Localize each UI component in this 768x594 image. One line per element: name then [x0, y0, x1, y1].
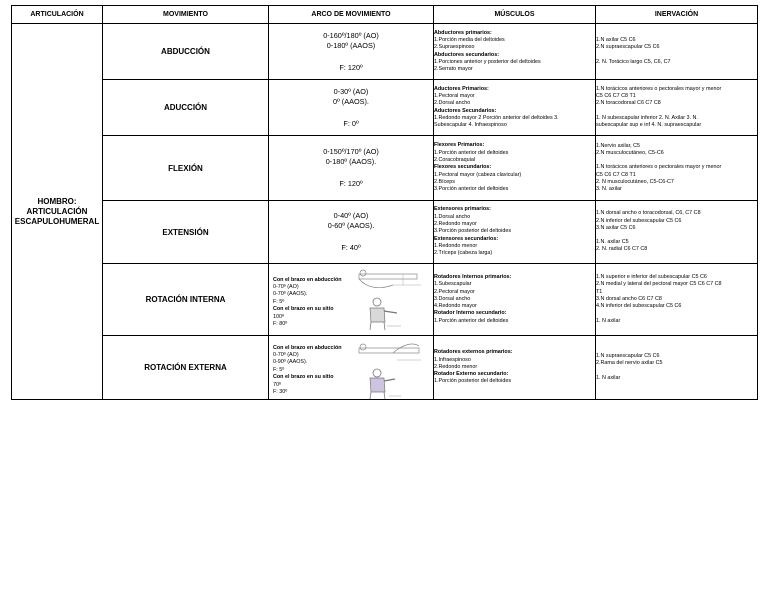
list-item: 70º [273, 381, 281, 388]
list-item: 1.Redondo mayor 2 Porción anterior del deltoides 3. [434, 114, 559, 121]
list-item: F: 30º [273, 389, 288, 396]
nerves-cell [596, 80, 758, 136]
list-item: 1.Porciones anterior y posterior del deltoides [434, 58, 541, 65]
nerves-cell [596, 24, 758, 80]
arc-line: 0-150º/170º (AO) [323, 147, 379, 156]
list-item: 1.Subescapular [434, 281, 472, 288]
list-item: 2.N medial y lateral del pectoral mayor C5 C6 C7 C8 [596, 281, 722, 288]
list-item: 0-70º (AO) [273, 351, 299, 358]
header-row [12, 6, 758, 24]
joint-cell [12, 24, 103, 400]
group-heading: Rotador Externo secundario: [434, 371, 509, 378]
list-item: 1.Pectoral mayor [434, 92, 475, 99]
list-item: 1. N subescapular inferior 2. N. Axilar 3. N. [596, 114, 698, 121]
spacer [596, 108, 757, 115]
list-item: 2.N toracodorsal C6 C7 C8 [596, 100, 661, 107]
group-heading: Abductores secundarios: [434, 51, 500, 58]
table-row [12, 336, 758, 400]
joint-line: ESCAPULOHUMERAL [14, 216, 100, 226]
list-item: 2.Redondo menor [434, 363, 478, 370]
list-item: 1.N dorsal ancho o toracodorsal, C6, C7 C8 [596, 210, 701, 217]
arc-cell-rotation [269, 264, 434, 336]
list-item: 1. N axilar [596, 374, 621, 381]
list-item: F: 5º [273, 366, 285, 373]
person-rotation-figure [363, 368, 403, 400]
list-item: 4.Redondo mayor [434, 303, 477, 310]
list-item: 1.Porción posterior del deltoides [434, 378, 512, 385]
muscles-cell [434, 136, 596, 201]
group-heading: Extensores primarios: [434, 206, 491, 213]
list-item: 2. N. Torácico largo C5, C6, C7 [596, 58, 671, 65]
group-heading: Aductores Secundarios: [434, 107, 497, 114]
list-item: 0-70º (AAOS). [273, 291, 308, 298]
group-heading: Extensores secundarios: [434, 235, 499, 242]
list-item: 3. N. axilar [596, 186, 622, 193]
list-item: 0-90º (AAOS). [273, 359, 308, 366]
table-row [12, 264, 758, 336]
list-item: C5 C6 C7 C8 T1 [596, 93, 636, 100]
arc-cell [269, 24, 434, 80]
spacer [596, 368, 757, 375]
spacer [596, 157, 757, 164]
list-item: 2.N supraescapular C5 C6 [596, 44, 660, 51]
list-item: Subescapular 4. Infraespinoso [434, 122, 507, 129]
arc-line: 0-30º (AO) [333, 86, 369, 96]
muscles-cell [434, 24, 596, 80]
nerves-cell [596, 264, 758, 336]
list-item: 2.Supraespinoso [434, 44, 475, 51]
group-heading: Con el brazo en abducción [273, 344, 342, 351]
list-item: 1.Porción media del deltoides [434, 36, 505, 43]
arm-abduction-figure [353, 268, 425, 292]
list-item: 1. N axilar [596, 317, 621, 324]
list-item: 1.N axilar C5 C6 [596, 37, 636, 44]
arc-line: 0º (AAOS). [333, 96, 369, 106]
movement-label: ROTACIÓN INTERNA [103, 264, 269, 336]
list-item: 1.Pectoral mayor (cabeza clavicular) [434, 171, 522, 178]
functional-range: F: 120º [339, 62, 363, 72]
list-item: 1.N superior e inferior del subescapular C5 C6 [596, 274, 707, 281]
movement-label: FLEXIÓN [103, 136, 269, 201]
arc-cell [269, 80, 434, 136]
arc-cell-rotation [269, 336, 434, 400]
list-item: 1.Dorsal ancho [434, 213, 471, 220]
functional-range: F: 40º [341, 243, 361, 252]
list-item: 2.Dorsal ancho [434, 100, 471, 107]
list-item: 2.Serrato mayor [434, 66, 473, 73]
list-item: 3.Dorsal ancho [434, 295, 471, 302]
group-heading: Abductores primarios: [434, 29, 492, 36]
group-heading: Aductores Primarios: [434, 85, 489, 92]
list-item: 1.N torácicos anteriores o pectorales mayor y menor [596, 164, 722, 171]
functional-range: F: 120º [339, 179, 363, 188]
list-item: 3.Porción anterior del deltoides [434, 186, 509, 193]
group-heading: Con el brazo en abducción [273, 276, 342, 283]
list-item: subescapular sup e inf 4. N. supraescapular [596, 121, 702, 128]
list-item: F: 5º [273, 298, 285, 305]
spacer [596, 52, 757, 59]
arm-abduction-figure [353, 340, 425, 364]
muscles-cell [434, 80, 596, 136]
list-item: 2.Bíceps [434, 178, 455, 185]
group-heading: Con el brazo en su sitio [273, 306, 334, 313]
list-item: 1.Porción anterior del deltoides [434, 149, 509, 156]
list-item: 3.N dorsal ancho C6 C7 C8 [596, 296, 662, 302]
table-row [12, 80, 758, 136]
list-item: 0-70º (AO) [273, 283, 299, 290]
muscles-cell [434, 264, 596, 336]
list-item: 1.Porción anterior del deltoides [434, 317, 509, 324]
movement-label: ADUCCIÓN [103, 80, 269, 136]
list-item: 2.Redondo mayor [434, 221, 477, 228]
list-item: 2.Pectoral mayor [434, 288, 475, 295]
joint-line: HOMBRO: [37, 196, 77, 206]
list-item: 3.Porción posterior del deltoides [434, 228, 512, 235]
group-heading: Flexores Primarios: [434, 142, 485, 149]
list-item: 2.Coracobraquial [434, 157, 476, 164]
list-item: 1.Infraespinoso [434, 356, 471, 363]
joint-line: ARTICULACIÓN [26, 206, 88, 216]
list-item: C5 C6 C7 C8 T1 [596, 171, 636, 178]
spacer [596, 232, 757, 239]
header-inervacion: INERVACIÓN [596, 6, 758, 24]
spacer [596, 311, 757, 318]
arc-line: 0-180º (AAOS). [325, 157, 377, 166]
movement-label: ROTACIÓN EXTERNA [103, 336, 269, 400]
list-item: 100º [273, 313, 284, 320]
group-heading: Con el brazo en su sitio [273, 374, 334, 381]
arc-cell [269, 136, 434, 201]
list-item: 4.N inferior del subescapular C5 C6 [596, 303, 682, 310]
list-item: 1.Nervio axilar, C5 [596, 142, 641, 149]
arc-line: 0-60º (AAOS). [327, 221, 375, 230]
list-item: 2.N inferior del subescapular C5 C6 [596, 217, 682, 224]
list-item: T1 [596, 288, 603, 295]
person-rotation-figure [363, 296, 403, 332]
header-musculos: MÚSCULOS [434, 6, 596, 24]
muscles-cell [434, 336, 596, 400]
list-item: 2.Tríceps (cabeza larga) [434, 250, 493, 257]
rom-table [11, 5, 758, 400]
nerves-cell [596, 136, 758, 201]
list-item: 1.N supraescapular C5 C6 [596, 353, 660, 360]
header-movimiento: MOVIMIENTO [103, 6, 269, 24]
movement-label: EXTENSIÓN [103, 201, 269, 264]
list-item: 3.N axilar C5 C6 [596, 224, 636, 231]
movement-label: ABDUCCIÓN [103, 24, 269, 80]
list-item: 2.Rama del nervio axilar C5 [596, 360, 663, 367]
table-row [12, 201, 758, 264]
arc-cell [269, 201, 434, 264]
arc-line: 0-160º/180º (AO) [323, 30, 379, 40]
list-item: 2. N musculocutáneo, C5-C6-C7 [596, 178, 674, 185]
list-item: 1.N. axilar C5 [596, 239, 629, 246]
group-heading: Rotadores Internos primarios: [434, 273, 512, 280]
nerves-cell [596, 336, 758, 400]
group-heading: Rotadores externos primarios: [434, 349, 513, 356]
arc-line: 0-180º (AAOS) [326, 40, 376, 50]
group-heading: Rotador Interno secundario: [434, 310, 507, 317]
table-row [12, 24, 758, 80]
nerves-cell [596, 201, 758, 264]
table-row [12, 136, 758, 201]
header-articulacion: ARTICULACIÓN [12, 6, 103, 24]
list-item: 2.N musculocutáneo, C5-C6 [596, 149, 664, 156]
header-arco: ARCO DE MOVIMIENTO [269, 6, 434, 24]
arc-line: 0-40º (AO) [333, 211, 369, 220]
list-item: 1.N torácicos anteriores o pectorales mayor y menor [596, 85, 722, 92]
functional-range: F: 0º [343, 118, 359, 128]
list-item: F: 80º [273, 321, 288, 328]
list-item: 1.Redondo menor [434, 242, 478, 249]
group-heading: Flexores secundarios: [434, 164, 492, 171]
muscles-cell [434, 201, 596, 264]
list-item: 2. N. radial C6 C7 C8 [596, 246, 648, 253]
